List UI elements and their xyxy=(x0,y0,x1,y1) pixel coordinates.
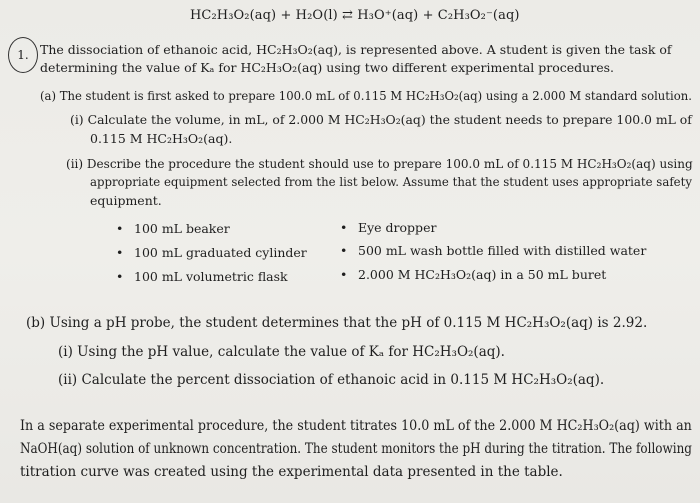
equipment-item: • 2.000 M HC₂H₃O₂(aq) in a 50 mL buret xyxy=(340,267,607,282)
part-a-prompt: (a) The student is first asked to prepare 100.0 mL of 0.115 M HC₂H₃O₂(aq) using a 2.000 M standard solution. xyxy=(40,88,692,103)
equipment-item: • Eye dropper xyxy=(340,220,437,235)
dissociation-equation: HC₂H₃O₂(aq) + H₂O(l) ⇄ H₃O⁺(aq) + C₂H₃O₂⁻(aq) xyxy=(190,8,520,23)
intro-line-2: determining the value of Kₐ for HC₂H₃O₂(aq) using two different experimental procedures. xyxy=(40,60,614,75)
equipment-item: • 500 mL wash bottle filled with distilled water xyxy=(340,243,647,258)
equipment-item: • 100 mL beaker xyxy=(116,221,230,236)
part-b-i: (i) Using the pH value, calculate the value of Kₐ for HC₂H₃O₂(aq). xyxy=(58,344,505,360)
titration-line-1: In a separate experimental procedure, the student titrates 10.0 mL of the 2.000 M HC₂H₃O₂(aq) with an xyxy=(20,418,692,434)
equipment-item: • 100 mL volumetric flask xyxy=(116,269,288,284)
titration-line-3: titration curve was created using the experimental data presented in the table. xyxy=(20,464,563,480)
part-a-ii-line-2: appropriate equipment selected from the list below. Assume that the student uses appropriate safety xyxy=(90,174,692,189)
part-a-i-line-2: 0.115 M HC₂H₃O₂(aq). xyxy=(90,131,233,146)
intro-line-1: The dissociation of ethanoic acid, HC₂H₃O₂(aq), is represented above. A student is given the task of xyxy=(40,42,672,57)
part-b-ii: (ii) Calculate the percent dissociation of ethanoic acid in 0.115 M HC₂H₃O₂(aq). xyxy=(58,372,605,388)
part-a-i-line-1: (i) Calculate the volume, in mL, of 2.000 M HC₂H₃O₂(aq) the student needs to prepare 100.0 mL of xyxy=(70,112,692,127)
part-a-ii-line-1: (ii) Describe the procedure the student should use to prepare 100.0 mL of 0.115 M HC₂H₃O₂(aq) using xyxy=(66,156,693,171)
titration-line-2: NaOH(aq) solution of unknown concentration. The student monitors the pH during the titration. The following xyxy=(20,441,692,457)
equipment-item: • 100 mL graduated cylinder xyxy=(116,245,307,260)
question-number: 1. xyxy=(8,37,38,73)
part-a-ii-line-3: equipment. xyxy=(90,193,162,208)
part-b-prompt: (b) Using a pH probe, the student determines that the pH of 0.115 M HC₂H₃O₂(aq) is 2.92. xyxy=(26,315,648,331)
